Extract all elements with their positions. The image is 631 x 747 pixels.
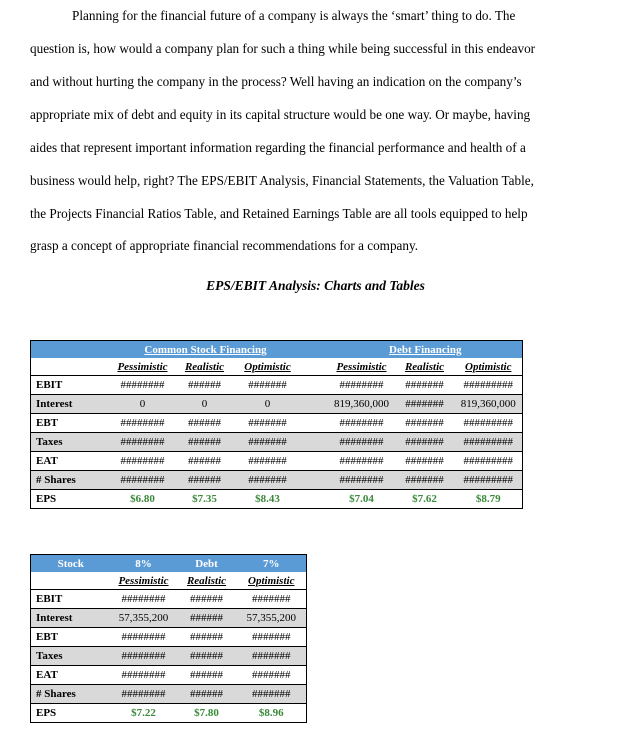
table-cell: ###### [177, 647, 237, 666]
rate-header: 7% [237, 555, 307, 573]
row-label: EAT [31, 666, 111, 685]
table-cell: $6.80 [111, 490, 175, 509]
row-label: EAT [31, 452, 111, 471]
scenario-header-row [31, 572, 307, 590]
rate-header: Debt [177, 555, 237, 573]
table-cell: ######## [329, 433, 395, 452]
row-label: EBIT [31, 590, 111, 609]
paragraph-line: the Projects Financial Ratios Table, and Retained Earnings Table are all tools equipped to help [30, 206, 528, 221]
table-row [31, 628, 307, 647]
scenario-header: Optimistic [465, 360, 512, 373]
table-cell: ######## [111, 414, 175, 433]
table-cell: $8.96 [237, 704, 307, 723]
table-cell: ######### [455, 433, 523, 452]
table-cell: ####### [395, 452, 455, 471]
table-cell: ####### [237, 647, 307, 666]
table-cell: ######## [111, 471, 175, 490]
row-label: EPS [31, 704, 111, 723]
table-cell: 57,355,200 [237, 609, 307, 628]
table-cell: 0 [111, 395, 175, 414]
row-label: # Shares [31, 685, 111, 704]
row-label: Interest [31, 395, 111, 414]
table-row [31, 609, 307, 628]
table-cell [31, 358, 111, 376]
scenario-header: Pessimistic [118, 574, 169, 587]
table-cell: ####### [237, 628, 307, 647]
scenario-header: Optimistic [248, 574, 295, 587]
table-cell: ###### [175, 471, 235, 490]
table-cell: 0 [175, 395, 235, 414]
group-header-row [31, 341, 523, 359]
row-label: # Shares [31, 471, 111, 490]
table-cell: $7.62 [395, 490, 455, 509]
table-cell: 819,360,000 [455, 395, 523, 414]
common-stock-header: Common Stock Financing [111, 341, 301, 359]
table-cell: ###### [175, 433, 235, 452]
table-cell: ####### [395, 376, 455, 395]
table-cell: ###### [177, 590, 237, 609]
table-cell: ######## [111, 433, 175, 452]
table-row [31, 414, 523, 433]
paragraph-line: grasp a concept of appropriate financial recommendations for a company. [30, 238, 419, 253]
table-cell [301, 433, 329, 452]
scenario-header: Realistic [184, 360, 225, 373]
table-cell: ####### [395, 471, 455, 490]
table-cell: ###### [177, 628, 237, 647]
table-cell: ###### [175, 414, 235, 433]
table-cell [301, 358, 329, 376]
table-cell [31, 572, 111, 590]
row-label: EBIT [31, 376, 111, 395]
eps-ebit-table-main [30, 340, 523, 509]
table-cell [301, 395, 329, 414]
scenario-header: Realistic [404, 360, 445, 373]
table-cell: ###### [177, 666, 237, 685]
table-cell: $7.04 [329, 490, 395, 509]
table-cell: ######## [111, 628, 177, 647]
table-cell [301, 376, 329, 395]
table-cell: ######### [455, 452, 523, 471]
paragraph-line: appropriate mix of debt and equity in its capital structure would be one way. Or maybe, having [30, 107, 531, 122]
row-label: EBT [31, 628, 111, 647]
table-row [31, 395, 523, 414]
table-cell: $7.22 [111, 704, 177, 723]
row-label: EBT [31, 414, 111, 433]
table-row [31, 490, 523, 509]
table-cell [301, 490, 329, 509]
table-cell: ######## [111, 590, 177, 609]
table-cell: $8.79 [455, 490, 523, 509]
table-cell: ####### [395, 414, 455, 433]
debt-financing-header: Debt Financing [329, 341, 523, 359]
table-row [31, 647, 307, 666]
table-cell: ####### [395, 433, 455, 452]
table-cell [301, 414, 329, 433]
scenario-header: Realistic [186, 574, 227, 587]
eps-ebit-table-rate [30, 554, 307, 723]
table-cell: ######### [455, 414, 523, 433]
table-row [31, 376, 523, 395]
paragraph-line: Planning for the financial future of a company is always the ‘smart’ thing to do. The [72, 8, 516, 23]
table-cell: ######### [455, 376, 523, 395]
paragraph-line: and without hurting the company in the process? Well having an indication on the company’s [30, 74, 522, 89]
scenario-header-row [31, 358, 523, 376]
table-cell: ####### [235, 414, 301, 433]
table-cell: ####### [235, 452, 301, 471]
table-cell: 819,360,000 [329, 395, 395, 414]
row-label: EPS [31, 490, 111, 509]
table-cell: ######## [329, 376, 395, 395]
rate-header-row [31, 555, 307, 573]
table-cell: ######## [111, 666, 177, 685]
row-label: Taxes [31, 433, 111, 452]
table-cell: ######## [111, 452, 175, 471]
table-cell: ####### [237, 685, 307, 704]
table-cell: ###### [175, 452, 235, 471]
table-row [31, 433, 523, 452]
table-row [31, 590, 307, 609]
table-cell [301, 452, 329, 471]
table-cell: 0 [235, 395, 301, 414]
table-cell: ######### [455, 471, 523, 490]
scenario-header: Optimistic [244, 360, 291, 373]
table-cell: ######## [329, 414, 395, 433]
paragraph-line: aides that represent important information regarding the financial performance and health of a [30, 140, 526, 155]
table-row [31, 452, 523, 471]
table-cell: $7.35 [175, 490, 235, 509]
table-cell: ####### [235, 376, 301, 395]
row-label: Interest [31, 609, 111, 628]
section-heading: EPS/EBIT Analysis: Charts and Tables [206, 278, 425, 293]
table-cell: ###### [175, 376, 235, 395]
table-cell: ######## [111, 685, 177, 704]
table-cell: $7.80 [177, 704, 237, 723]
table-row [31, 704, 307, 723]
paragraph-line: business would help, right? The EPS/EBIT Analysis, Financial Statements, the Valuation Table, [30, 173, 534, 188]
scenario-header: Pessimistic [117, 360, 168, 373]
table-cell: ####### [235, 471, 301, 490]
table-cell: ####### [235, 433, 301, 452]
rate-header: 8% [111, 555, 177, 573]
table-cell: ######## [111, 647, 177, 666]
table-cell: ###### [177, 685, 237, 704]
row-label: Taxes [31, 647, 111, 666]
table-cell: ####### [395, 395, 455, 414]
table-cell: $8.43 [235, 490, 301, 509]
table-cell: ######## [329, 452, 395, 471]
table-row [31, 471, 523, 490]
table-cell [301, 471, 329, 490]
table-cell: 57,355,200 [111, 609, 177, 628]
scenario-header: Pessimistic [336, 360, 387, 373]
table-cell: ###### [177, 609, 237, 628]
rate-header: Stock [31, 555, 111, 573]
table-cell: ######## [329, 471, 395, 490]
table-row [31, 685, 307, 704]
table-cell: ####### [237, 590, 307, 609]
paragraph-line: question is, how would a company plan for such a thing while being successful in this endeavor [30, 41, 536, 56]
table-cell: ######## [111, 376, 175, 395]
table-row [31, 666, 307, 685]
table-cell: ####### [237, 666, 307, 685]
